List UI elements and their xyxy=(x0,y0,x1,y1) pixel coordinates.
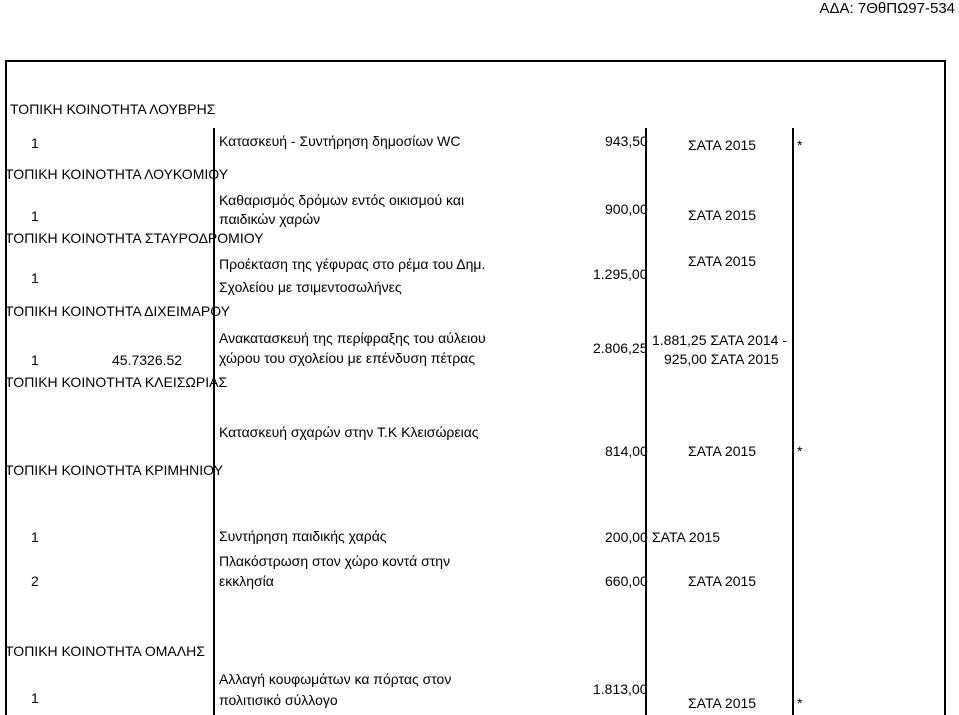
row-funding: ΣΑΤΑ 2015 xyxy=(688,207,757,223)
row-amount: 2.806,25 xyxy=(593,340,648,356)
row-description: Καθαρισμός δρόμων εντός οικισμού και xyxy=(219,192,465,208)
row-description: Σχολείου με τσιμεντοσωλήνες xyxy=(219,279,402,295)
row-description: Ανακατασκευή της περίφραξης του αύλειου xyxy=(219,330,486,346)
row-description: Πλακόστρωση στον χώρο κοντά στην xyxy=(219,553,451,569)
row-description: παιδικών χαρών xyxy=(219,211,321,227)
row-description: Αλλαγή κουφωμάτων κα πόρτας στον xyxy=(219,671,452,687)
row-amount: 814,00 xyxy=(605,443,648,459)
row-description: Κατασκευή σχαρών στην Τ.Κ Κλεισώρειας xyxy=(219,424,479,440)
column-divider-mark xyxy=(792,128,794,715)
community-heading: ΤΟΠΙΚΗ ΚΟΙΝΟΤΗΤΑ ΣΤΑΥΡΟΔΡΟΜΙΟΥ xyxy=(5,230,264,246)
row-number: 1 xyxy=(31,529,39,545)
row-description: χώρου του σχολείου με επένδυση πέτρας xyxy=(219,350,476,366)
row-mark: * xyxy=(797,443,803,459)
row-amount: 660,00 xyxy=(605,573,648,589)
community-heading: ΤΟΠΙΚΗ ΚΟΙΝΟΤΗΤΑ ΟΜΑΛΗΣ xyxy=(5,643,205,659)
row-description: Κατασκευή - Συντήρηση δημοσίων WC xyxy=(219,133,461,149)
row-funding: 1.881,25 ΣΑΤΑ 2014 - xyxy=(652,332,788,348)
table-border-right xyxy=(944,60,946,715)
row-mark: * xyxy=(797,695,803,711)
row-amount: 1.295,00 xyxy=(593,266,648,282)
document-code: ΑΔΑ: 7ΘθΠΩ97-534 xyxy=(819,0,955,17)
row-number: 1 xyxy=(31,270,39,286)
row-description: εκκλησία xyxy=(219,573,274,589)
row-number: 2 xyxy=(31,573,39,589)
row-amount: 943,50 xyxy=(605,133,648,149)
row-amount: 200,00 xyxy=(605,529,648,545)
row-funding: ΣΑΤΑ 2015 xyxy=(688,695,757,711)
row-code: 45.7326.52 xyxy=(112,352,183,368)
column-divider-code-2 xyxy=(213,411,215,715)
row-amount: 900,00 xyxy=(605,201,648,217)
community-heading: ΤΟΠΙΚΗ ΚΟΙΝΟΤΗΤΑ ΚΡΙΜΗΝΙΟΥ xyxy=(5,462,223,478)
row-mark: * xyxy=(797,137,803,153)
row-funding: ΣΑΤΑ 2015 xyxy=(688,137,757,153)
row-funding: 925,00 ΣΑΤΑ 2015 xyxy=(664,351,779,367)
community-heading: ΤΟΠΙΚΗ ΚΟΙΝΟΤΗΤΑ ΛΟΥΒΡΗΣ xyxy=(10,101,216,117)
table-border-top xyxy=(5,60,946,62)
row-amount: 1.813,00 xyxy=(593,681,648,697)
row-funding: ΣΑΤΑ 2015 xyxy=(688,573,757,589)
row-number: 1 xyxy=(31,135,39,151)
community-heading: ΤΟΠΙΚΗ ΚΟΙΝΟΤΗΤΑ ΚΛΕΙΣΩΡΙΑΣ xyxy=(5,374,228,390)
community-heading: ΤΟΠΙΚΗ ΚΟΙΝΟΤΗΤΑ ΔΙΧΕΙΜΑΡΟΥ xyxy=(5,303,230,319)
row-funding: ΣΑΤΑ 2015 xyxy=(688,443,757,459)
community-heading: ΤΟΠΙΚΗ ΚΟΙΝΟΤΗΤΑ ΛΟΥΚΟΜΙΟΥ xyxy=(5,166,229,182)
row-number: 1 xyxy=(31,352,39,368)
row-number: 1 xyxy=(31,690,39,706)
row-description: Συντήρηση παιδικής χαράς xyxy=(219,528,387,544)
row-number: 1 xyxy=(31,208,39,224)
row-description: Προέκταση της γέφυρας στο ρέμα του Δημ. xyxy=(219,256,486,272)
row-funding: ΣΑΤΑ 2015 xyxy=(652,529,721,545)
row-funding: ΣΑΤΑ 2015 xyxy=(688,253,757,269)
row-description: πολιτισικό σύλλογο xyxy=(219,692,338,708)
